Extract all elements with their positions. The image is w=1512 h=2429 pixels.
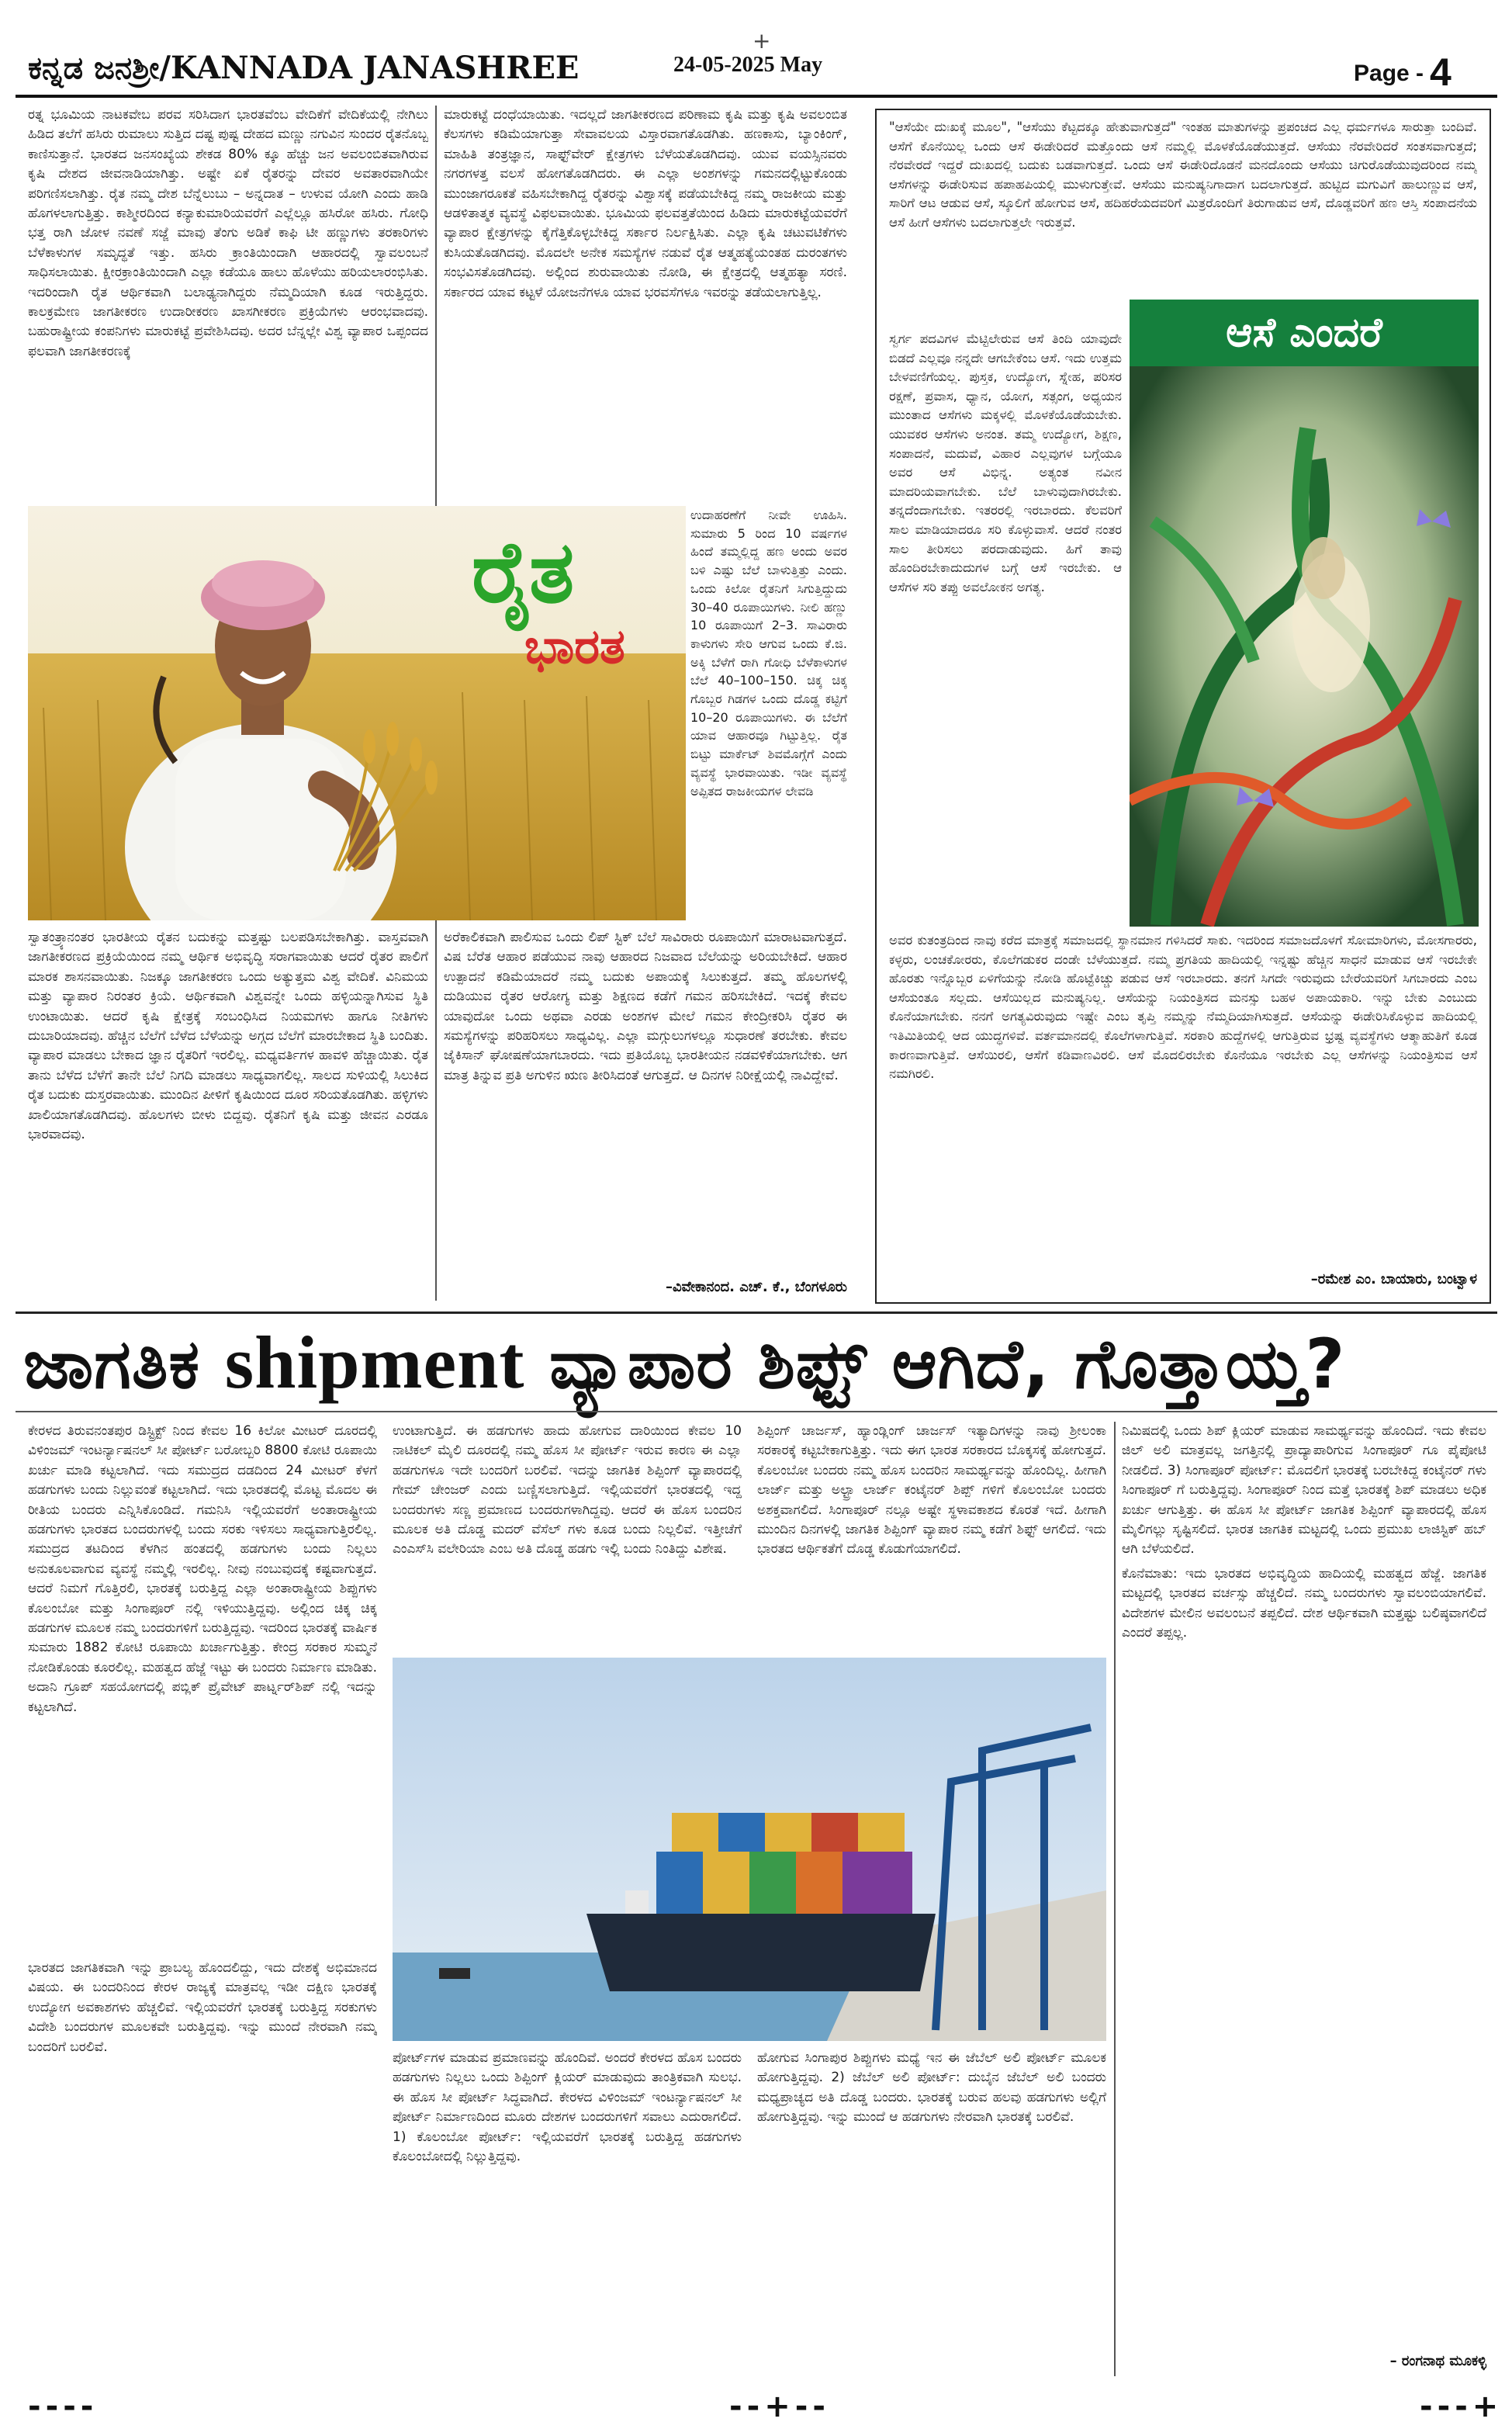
farmer-paragraph: ಮಾರುಕಟ್ಟೆ ದಂಧೆಯಾಯಿತು. ಇದಲ್ಲದೆ ಜಾಗತೀಕರಣದ ಪರಿಣಾಮ ಕೃಷಿ ಮತ್ತು ಕೃಷಿ ಅವಲಂಬಿತ ಕೆಲಸಗಳು ಕಡಿಮೆಯಾಗುತ್ತಾ ಸೇವಾವಲಯ ವಿಸ್ತಾರವಾಗತೊಡಗಿತು. ಹಣಕಾಸು, ಬ್ಯಾಂಕಿಂಗ್, ಮಾಹಿತಿ ತಂತ್ರಜ್ಞಾನ, ಸಾಫ್ಟ್‌ವೇರ್ ಕ್ಷೇತ್ರಗಳು ಬೆಳೆಯತೊಡಗಿದವು. ಯುವ ವಯಸ್ಸಿನವರು ನಗರಗಳತ್ತ ವಲಸೆ ಹೋಗತೊಡಗಿದರು. ಈ ಎಲ್ಲಾ ಅಂಶಗಳನ್ನು ಗಮನದಲ್ಲಿಟ್ಟುಕೊಂಡು ಮುಂಜಾಗರೂಕತೆ ವಹಿಸಬೇಕಾಗಿದ್ದ ರೈತರನ್ನು ವಿಶ್ವಾಸಕ್ಕೆ ಪಡೆಯಬೇಕಿದ್ದ ನಮ್ಮ ರಾಜಕೀಯ ಮತ್ತು ಆಡಳಿತಾತ್ಮಕ ವ್ಯವಸ್ಥೆ ವಿಫಲವಾಯಿತು. ಭೂಮಿಯ ಫಲವತ್ತತೆಯಿಂದ ಹಿಡಿದು ಮಾರುಕಟ್ಟೆಯವರೆಗೆ ವ್ಯಾಪಾರ ಕ್ಷೇತ್ರಗಳನ್ನು ಕೈಗೆತ್ತಿಕೊಳ್ಳಬೇಕಿದ್ದ ಸರ್ಕಾರ ನಿರ್ಲಕ್ಷಿಸಿತು. ಎಲ್ಲಾ ಕೃಷಿ ಚಟುವಟಿಕೆಗಳು ಕುಸಿಯತೊಡಗಿದವು. ಮೊದಲೇ ಅನೇಕ ಸಮಸ್ಯೆಗಳ ನಡುವೆ ರೈತ ಆತ್ಮಹತ್ಯೆಯಂತಹ ದುರಂತಗಳು ಸಂಭವಿಸತೊಡಗಿದವು. ಅಲ್ಲಿಂದ ಶುರುವಾಯಿತು ನೋಡಿ, ಈ ಕ್ಷೇತ್ರದಲ್ಲಿ ಆತ್ಮಹತ್ಯಾ ಸರಣಿ. ಸರ್ಕಾರದ ಯಾವ ಕಟ್ಟಳೆ ಯೋಜನೆಗಳೂ ಯಾವ ಭರವಸೆಗಳೂ ಇವರನ್ನು ತಡೆಯಲಾಗುತ್ತಿಲ್ಲ. xyxy=(444,107,847,300)
ship-paragraph: ಭಾರತದ ಜಾಗತಿಕವಾಗಿ ಇನ್ನು ಪ್ರಾಬಲ್ಯ ಹೊಂದಲಿದ್ದು, ಇದು ದೇಶಕ್ಕೆ ಅಭಿಮಾನದ ವಿಷಯ. ಈ ಬಂದರಿನಿಂದ ಕೇರಳ ರಾಜ್ಯಕ್ಕೆ ಮಾತ್ರವಲ್ಲ ಇಡೀ ದಕ್ಷಿಣ ಭಾರತಕ್ಕೆ ಉದ್ಯೋಗ ಅವಕಾಶಗಳು ಹೆಚ್ಚಲಿವೆ. ಇಲ್ಲಿಯವರೆಗೆ ಭಾರತಕ್ಕೆ ಬರುತ್ತಿದ್ದ ಸರಕುಗಳು ವಿದೇಶಿ ಬಂದರುಗಳ ಮೂಲಕವೇ ಬರುತ್ತಿದ್ದವು. ಇನ್ನು ಮುಂದೆ ನೇರವಾಗಿ ನಮ್ಮ ಬಂದರಿಗೆ ಬರಲಿವೆ. xyxy=(28,1960,377,2055)
ship-col4 xyxy=(1122,1422,1486,2345)
port-photo xyxy=(393,1658,1106,2041)
page-number: 4 xyxy=(1430,50,1451,94)
masthead-rule xyxy=(16,95,1497,98)
container-stack xyxy=(656,1813,912,1914)
aase-byline: –ರಮೇಶ ಎಂ. ಬಾಯಾರು, ಬಂಟ್ವಾಳ xyxy=(1310,1271,1477,1287)
aase-bottom-text xyxy=(889,931,1477,1257)
farmer-paragraph: ಅರೆಕಾಲಿಕವಾಗಿ ಪಾಲಿಸುವ ಒಂದು ಲಿಪ್ ಸ್ಟಿಕ್ ಬೆಲೆ ಸಾವಿರಾರು ರೂಪಾಯಿಗೆ ಮಾರಾಟವಾಗುತ್ತದೆ. ವಿಷ ಬೆರೆತ ಆಹಾರ ಪಡೆಯುವ ನಾವು ಆಹಾರದ ನಿಜವಾದ ಬೆಲೆಯನ್ನು ಅರಿಯಬೇಕಿದೆ. ಆಹಾರ ಉತ್ಪಾದನೆ ಕಡಿಮೆಯಾದರೆ ನಮ್ಮ ಬದುಕು ಅಪಾಯಕ್ಕೆ ಸಿಲುಕುತ್ತದೆ. ತಮ್ಮ ಹೊಲಗಳಲ್ಲಿ ದುಡಿಯುವ ರೈತರ ಆರೋಗ್ಯ ಮತ್ತು ಶಿಕ್ಷಣದ ಕಡೆಗೆ ಗಮನ ಹರಿಸಬೇಕಿದೆ. ಇದಕ್ಕೆ ಕೇವಲ ಯಾವುದೋ ಒಂದು ಅಥವಾ ಎರಡು ಅಂಶಗಳ ಮೇಲೆ ಗಮನ ಕೇಂದ್ರೀಕರಿಸಿ ರೈತರ ಈ ಸಮಸ್ಯೆಗಳನ್ನು ಪರಿಹರಿಸಲು ಸಾಧ್ಯವಿಲ್ಲ. ಎಲ್ಲಾ ಮಗ್ಗುಲುಗಳಲ್ಲೂ ಸುಧಾರಣೆ ತರಬೇಕು. ಕೇವಲ ಜೈಕಿಸಾನ್ ಘೋಷಣೆಯಾಗಬಾರದು. ಇದು ಪ್ರತಿಯೊಬ್ಬ ಭಾರತೀಯನ ನಡವಳಿಕೆಯಾಗಬೇಕು. ಆಗ ಮಾತ್ರ ತಿನ್ನುವ ಪ್ರತಿ ಅಗುಳಿನ ಋಣ ತೀರಿಸಿದಂತೆ ಆಗುತ್ತದೆ. ಆ ದಿನಗಳ ನಿರೀಕ್ಷೆಯಲ್ಲಿ ನಾವಿದ್ದೇವೆ. xyxy=(444,930,847,1083)
shipment-headline xyxy=(23,1319,1345,1405)
farmer-col2-bottom xyxy=(444,928,847,1271)
aase-paragraph: "ಆಸೆಯೇ ದುಃಖಕ್ಕೆ ಮೂಲ", "ಆಸೆಯು ಕೆಟ್ಟದಕ್ಕೂ ಹೇತುವಾಗುತ್ತದೆ" ಇಂತಹ ಮಾತುಗಳನ್ನು ಪ್ರಪಂಚದ ಎಲ್ಲ ಧರ್ಮಗಳೂ ಸಾರುತ್ತಾ ಬಂದಿವೆ. ಆಸೆಗೆ ಕೊನೆಯಿಲ್ಲ ಒಂದು ಆಸೆ ಈಡೇರಿದರೆ ಮತ್ತೊಂದು ಆಸೆ ನಮ್ಮಲ್ಲಿ ಮೊಳಕೆಯೊಡೆಯುತ್ತದೆ. ಆಸೆಯು ನೆರವೇರಿದರೆ ಸಂತಸವಾಗುತ್ತದೆ; ನೆರವೇರದೆ ಇದ್ದರೆ ದುಃಖದಲ್ಲಿ ಬದುಕು ಬಡವಾಗುತ್ತದೆ. ಒಂದು ಆಸೆ ಈಡೇರಿದೊಡನೆ ಮನದೊಂದು ಆಸೆಯು ಚಿಗುರೊಡೆಯುವುದರಿಂದ ನಮ್ಮ ಆಸೆಗಳನ್ನು ಈಡೇರಿಸುವ ಹಪಾಹಪಿಯಲ್ಲಿ ಮುಳುಗುತ್ತೇವೆ. ಆಸೆಯು ಮನುಷ್ಯನಿಗಾದಾಗ ಬದಲಾಗುತ್ತದೆ. ಹುಟ್ಟಿದ ಮಗುವಿಗೆ ಹಾಲುಣ್ಣುವ ಆಸೆ, ಸಾರಿಗೆ ಆಟ ಆಡುವ ಆಸೆ, ಸ್ಕೂಲಿಗೆ ಹೋಗುವ ಆಸೆ, ಹದಿಹರೆಯದವರಿಗೆ ಮಿತ್ರರೊಂದಿಗೆ ತಿರುಗಾಡುವ ಆಸೆ, ದೊಡ್ಡವರಿಗೆ ಹಣ ಆಸ್ತಿ ಸಂಪಾದನೆಯ ಆಸೆ ಹೀಗೆ ಆಸೆಗಳು ಬದಲಾಗುತ್ತಲೇ ಇರುತ್ತವೆ. xyxy=(889,120,1477,230)
port-illustration xyxy=(393,1658,1106,2041)
aase-paragraph: ಸ್ವರ್ಗ ಪದವಿಗಳ ಮೆಟ್ಟಿಲೇರುವ ಆಸೆ ತಿಂದಿ ಯಾವುದೇ ಬಿಡದೆ ಎಲ್ಲವೂ ನನ್ನದೇ ಆಗಬೇಕೆಂಬ ಆಸೆ. ಇದು ಉತ್ತಮ ಬೇಳವಣಿಗೆಯಲ್ಲ. ಪುಸ್ತಕ, ಉದ್ಯೋಗ, ಸ್ನೇಹ, ಪರಿಸರ ರಕ್ಷಣೆ, ಪ್ರವಾಸ, ಧ್ಯಾನ, ಯೋಗ, ಸತ್ಸಂಗ, ಅಧ್ಯಯನ ಮುಂತಾದ ಆಸೆಗಳು ಮಕ್ಕಳಲ್ಲಿ ಮೊಳಕೆಯೊಡೆಯಬೇಕು. ಯುವಕರ ಆಸೆಗಳು ಅನಂತ. ತಮ್ಮ ಉದ್ಯೋಗ, ಶಿಕ್ಷಣ, ಸಂಪಾದನೆ, ಮದುವೆ, ವಿಹಾರ ಎಲ್ಲವುಗಳ ಬಗ್ಗೆಯೂ ಅವರ ಆಸೆ ವಿಭಿನ್ನ. ಅತ್ಯಂತ ನವೀನ ಮಾದರಿಯವಾಗಬೇಕು. ಬೆಲೆ ಬಾಳುವುದಾಗಿರಬೇಕು. ತನ್ನದೆಂದಾಗಬೇಕು. ಇತರರಲ್ಲಿ ಇರಬಾರದು. ಕೆಲವರಿಗೆ ಸಾಲ ಮಾಡಿಯಾದರೂ ಸರಿ ಕೊಳ್ಳುವಾಸೆ. ಆದರೆ ನಂತರ ಸಾಲ ತೀರಿಸಲು ಪರದಾಡುವುದು. ಹಿಗೆ ತಾವು ಹೊಂದಿರಬೇಕಾದುದುಗಳ ಬಗ್ಗೆ ಆಸೆ ಇರಬೇಕು. ಆ ಆಸೆಗಳ ಸರಿ ತಪ್ಪು ಅವಲೋಕನ ಅಗತ್ಯ. xyxy=(889,331,1122,594)
farmer-photo xyxy=(28,506,686,920)
ship-col2-top xyxy=(393,1422,742,1655)
ship-col3-top xyxy=(757,1422,1106,1655)
page-label: Page - xyxy=(1354,61,1424,86)
ship-paragraph: ಪೋರ್ಟ್‌ಗಳ ಮಾಡುವ ಪ್ರಮಾಣವನ್ನು ಹೊಂದಿವೆ. ಅಂದರೆ ಕೇರಳದ ಹೊಸ ಬಂದರು ಹಡಗುಗಳು ನಿಲ್ಲಲು ಒಂದು ಶಿಪ್ಪಿಂಗ್ ಕ್ಲಿಯರ್ ಮಾಡುವುದು ತಾಂತ್ರಿಕವಾಗಿ ಸುಲಭ. ಈ ಹೊಸ ಸೀ ಪೋರ್ಟ್ ಸಿದ್ಧವಾಗಿದೆ. ಕೇರಳದ ವಿಳಿಂಜಮ್ ಇಂಟರ್ನ್ಯಾಷನಲ್ ಸೀ ಪೋರ್ಟ್ ನಿರ್ಮಾಣದಿಂದ ಮೂರು ದೇಶಗಳ ಬಂದರುಗಳಿಗೆ ಸವಾಲು ಎದುರಾಗಲಿದೆ. 1) ಕೊಲಂಬೋ ಪೋರ್ಟ್: ಇಲ್ಲಿಯವರೆಗೆ ಭಾರತಕ್ಕೆ ಬರುತ್ತಿದ್ದ ಹಡಗುಗಳು ಕೊಲಂಬೋದಲ್ಲಿ ನಿಲ್ಲುತ್ತಿದ್ದವು. xyxy=(393,2050,742,2165)
ship-byline: – ರಂಗನಾಥ ಮೂಕಳ್ಳಿ xyxy=(1389,2353,1486,2369)
farmer-col1-bottom xyxy=(28,928,428,1302)
issue-date: 24-05-2025 May xyxy=(673,53,823,77)
image-subtitle: ಭಾರತ xyxy=(524,618,625,674)
ship-col1-top xyxy=(28,1422,377,1949)
ship-paragraph: ಹೋಗುವ ಸಿಂಗಾಪುರ ಶಿಪ್ಪುಗಳು ಮಧ್ಯೆ ಇನ ಈ ಜೆಬೆಲ್ ಅಲಿ ಪೋರ್ಟ್ ಮೂಲಕ ಹೋಗುತ್ತಿದ್ದವು. 2) ಜೆಬೆಲ್ ಅಲಿ ಪೋರ್ಟ್: ದುಬೈನ ಜೆಬೆಲ್ ಅಲಿ ಬಂದರು ಮಧ್ಯಪ್ರಾಚ್ಯದ ಅತಿ ದೊಡ್ಡ ಬಂದರು. ಭಾರತಕ್ಕೆ ಬರುವ ಹಲವು ಹಡಗುಗಳು ಅಲ್ಲಿಗೆ ಹೋಗುತ್ತಿದ್ದವು. ಇನ್ನು ಮುಂದೆ ಆ ಹಡಗುಗಳು ನೇರವಾಗಿ ಭಾರತಕ್ಕೆ ಬರಲಿವೆ. xyxy=(757,2050,1106,2126)
ship-paragraph: ಕೇರಳದ ತಿರುವನಂತಪುರ ಡಿಸ್ಟ್ರಿಕ್ಟ್ ನಿಂದ ಕೇವಲ 16 ಕಿಲೋ ಮೀಟರ್ ದೂರದಲ್ಲಿ ವಿಳಿಂಜಮ್ ಇಂಟರ್ನ್ಯಾಷನಲ್ ಸೀ ಪೋರ್ಟ್ ಬರೋಬ್ಬರಿ 8800 ಕೋಟಿ ರೂಪಾಯಿ ಖರ್ಚು ಮಾಡಿ ಕಟ್ಟಲಾಗಿದೆ. ಇದು ಸಮುದ್ರದ ದಡದಿಂದ 24 ಮೀಟರ್ ಕೆಳಗೆ ಹಡಗುಗಳು ಬಂದು ನಿಲ್ಲುವಂತೆ ಕಟ್ಟಲಾಗಿದೆ. ಇದು ಭಾರತದಲ್ಲಿ ಮೊಟ್ಟ ಮೊದಲ ಈ ರೀತಿಯ ಬಂದರು ಎನ್ನಿಸಿಕೊಂಡಿದೆ. ಗಮನಿಸಿ ಇಲ್ಲಿಯವರೆಗೆ ಅಂತಾರಾಷ್ಟ್ರೀಯ ಹಡಗುಗಳು ಭಾರತದ ಬಂದರುಗಳಲ್ಲಿ ಬಂದು ಸರಕು ಇಳಿಸಲು ಸಾಧ್ಯವಾಗುತ್ತಿರಲಿಲ್ಲ. ಸಮುದ್ರದ ತಟದಿಂದ ಕೆಳಗಿನ ಹಂತದಲ್ಲಿ ಹಡಗುಗಳು ಬಂದು ನಿಲ್ಲಲು ಅನುಕೂಲವಾಗುವ ವ್ಯವಸ್ಥೆ ನಮ್ಮಲ್ಲಿ ಇರಲಿಲ್ಲ. ನೀವು ನಂಬುವುದಕ್ಕೆ ಕಷ್ಟವಾಗುತ್ತದೆ. ಆದರೆ ನಿಮಗೆ ಗೊತ್ತಿರಲಿ, ಭಾರತಕ್ಕೆ ಬರುತ್ತಿದ್ದ ಎಲ್ಲಾ ಅಂತಾರಾಷ್ಟ್ರೀಯ ಶಿಪ್ಪುಗಳು ಕೊಲಂಬೋ ಮತ್ತು ಸಿಂಗಾಪೂರ್ ನಲ್ಲಿ ಇಳಿಯುತ್ತಿದ್ದವು. ಅಲ್ಲಿಂದ ಚಿಕ್ಕ ಚಿಕ್ಕ ಹಡಗುಗಳ ಮೂಲಕ ನಮ್ಮ ಬಂದರುಗಳಿಗೆ ಬರುತ್ತಿದ್ದವು. ಇದರಿಂದ ಭಾರತಕ್ಕೆ ವಾರ್ಷಿಕ ಸುಮಾರು 1882 ಕೋಟಿ ರೂಪಾಯಿ ಖರ್ಚಾಗುತ್ತಿತ್ತು. ಕೇಂದ್ರ ಸರಕಾರ ಸುಮ್ಮನೆ ನೋಡಿಕೊಂಡು ಕೂರಲಿಲ್ಲ. ಮಹತ್ವದ ಹೆಜ್ಜೆ ಇಟ್ಟು ಈ ಬಂದರು ನಿರ್ಮಾಣ ಮಾಡಿತು. ಅದಾನಿ ಗ್ರೂಪ್ ಸಹಯೋಗದಲ್ಲಿ ಪಬ್ಲಿಕ್ ಪ್ರೈವೇಟ್ ಪಾರ್ಟ್ನರ್‌ಶಿಪ್ ನಲ್ಲಿ ಇದನ್ನು ಕಟ್ಟಲಾಗಿದೆ. xyxy=(28,1423,377,1715)
footer-dash-right: ---+ xyxy=(1420,2389,1503,2424)
farmer-paragraph: ಸ್ವಾತಂತ್ರ್ಯಾನಂತರ ಭಾರತೀಯ ರೈತನ ಬದುಕನ್ನು ಮತ್ತಷ್ಟು ಬಲಪಡಿಸಬೇಕಾಗಿತ್ತು. ವಾಸ್ತವವಾಗಿ ಜಾಗತೀಕರಣದ ಪ್ರಕ್ರಿಯೆಯಿಂದ ನಮ್ಮ ಆರ್ಥಿಕ ಅಭಿವೃದ್ಧಿ ಸರಾಗವಾಯಿತು ಆದರೆ ರೈತರ ಪಾಲಿಗೆ ಮಾರಕ ಶಾಸನವಾಯಿತು. ನಿಜಕ್ಕೂ ಜಾಗತೀಕರಣ ಒಂದು ಅತ್ಯುತ್ತಮ ವಿಶ್ವ ವೇದಿಕೆ. ವಿನಿಮಯ ಮತ್ತು ವ್ಯಾಪಾರ ನಿರಂತರ ಕ್ರಿಯೆ. ಆರ್ಥಿಕವಾಗಿ ವಿಶ್ವವನ್ನೇ ಒಂದು ಹಳ್ಳಿಯನ್ನಾಗಿಸುವ ಸ್ಥಿತಿ ಉಂಟಾಯಿತು. ಆದರೆ ಕೃಷಿ ಕ್ಷೇತ್ರಕ್ಕೆ ಸಂಬಂಧಿಸಿದ ನಿಯಮಗಳು ಹಾಗೂ ನೀತಿಗಳು ದುಬಾರಿಯಾದವು. ಹೆಚ್ಚಿನ ಬೆಲೆಗೆ ಬೆಳೆದ ಬೆಳೆಯನ್ನು ಅಗ್ಗದ ಬೆಲೆಗೆ ಮಾರಬೇಕಾದ ಸ್ಥಿತಿ ಬಂದಿತು. ವ್ಯಾಪಾರ ಮಾಡಲು ಬೇಕಾದ ಜ್ಞಾನ ರೈತರಿಗೆ ಇರಲಿಲ್ಲ. ಮಧ್ಯವರ್ತಿಗಳ ಹಾವಳಿ ಹೆಚ್ಚಾಯಿತು. ರೈತ ತಾನು ಬೆಳೆದ ಬೆಳೆಗೆ ತಾನೇ ಬೆಲೆ ನಿಗದಿ ಮಾಡಲು ಸಾಧ್ಯವಾಗಲಿಲ್ಲ. ಸಾಲದ ಸುಳಿಯಲ್ಲಿ ಸಿಲುಕಿದ ರೈತ ಬದುಕು ದುಸ್ತರವಾಯಿತು. ಮುಂದಿನ ಪೀಳಿಗೆ ಕೃಷಿಯಿಂದ ದೂರ ಸರಿಯತೊಡಗಿತು. ಹಳ್ಳಿಗಳು ಖಾಲಿಯಾಗತೊಡಗಿದವು. ಹೊಲಗಳು ಬೀಳು ಬಿದ್ದವು. ರೈತನಿಗೆ ಕೃಷಿ ಮತ್ತು ಜೀವನ ಎರಡೂ ಭಾರವಾದವು. xyxy=(28,930,428,1143)
farmer-byline: –ವಿವೇಕಾನಂದ. ಎಚ್. ಕೆ., ಬೆಂಗಳೂರು xyxy=(665,1279,847,1295)
footer-dash-left: ---- xyxy=(28,2389,99,2424)
aase-paragraph: ಅವರ ಕುತಂತ್ರದಿಂದ ನಾವು ಕರೆದ ಮಾತ್ರಕ್ಕೆ ಸಮಾಜದಲ್ಲಿ ಸ್ಥಾನಮಾನ ಗಳಿಸಿದರೆ ಸಾಕು. ಇದರಿಂದ ಸಮಾಜದೊಳಗೆ ಸೋಮಾರಿಗಳು, ಮೋಸಗಾರರು, ಕಳ್ಳರು, ಲಂಚಕೋರರು, ಕೊಲೆಗಡುಕರ ದಂಡೇ ಬೆಳೆಯುತ್ತದೆ. ನಮ್ಮ ಪ್ರಗತಿಯ ಹಾದಿಯಲ್ಲಿ ಇನ್ನಷ್ಟು ಹೆಚ್ಚಿನ ಸಾಧನೆ ಮಾಡುವ ಆಸೆ ಇರಬೇಕೇ ಹೊರತು ಇನ್ನೊಬ್ಬರ ಏಳಿಗೆಯನ್ನು ನೋಡಿ ಹೊಟ್ಟೆಕಿಚ್ಚು ಪಡುವ ಆಸೆ ಇರಬಾರದು. ತನಗೆ ಸಿಗದೇ ಇರುವುದು ಬೇರೆಯವರಿಗೆ ಸಿಗಬಾರದು ಎಂಬ ಆಸೆಯಂತೂ ಸಲ್ಲದು. ಆಸೆಯಿಲ್ಲದ ಮನುಷ್ಯನಿಲ್ಲ. ಆಸೆಯನ್ನು ನಿಯಂತ್ರಿಸದ ಮನಸ್ಸು ಬಹಳ ಅಪಾಯಕಾರಿ. ಇನ್ನು ಬೇಕು ಎಂಬುದು ಕೊನೆಯಾಗಬೇಕು. ನನಗೆ ಅಗತ್ಯವಿರುವುದು ಇಷ್ಟೇ ಎಂಬ ತೃಪ್ತಿ ನಮ್ಮನ್ನು ನೆಮ್ಮದಿಯಾಗಿಸುತ್ತದೆ. ಆಸೆಯನ್ನು ಈಡೇರಿಸಿಕೊಳ್ಳುವ ಹಾದಿಯಲ್ಲಿ ಇತಿಮಿತಿಯಲ್ಲಿ ಆದ ಯುದ್ಧಗಳಿವೆ. ವರ್ತಮಾನದಲ್ಲಿ ಕೊಲೆಗಳಾಗುತ್ತಿವೆ. ಸರಕಾರಿ ಹುದ್ದೆಗಳಲ್ಲಿ ಆಗುತ್ತಿರುವ ಭ್ರಷ್ಟ ವ್ಯವಸ್ಥೆಗಳು ಆತ್ಮಾಹುತಿಗೆ ಕೂಡ ಕಾರಣವಾಗುತ್ತಿವೆ. ಆಸೆಯಿರಲಿ, ಆಸೆಗೆ ಕಡಿವಾಣವಿರಲಿ. ಆಸೆ ಮೊದಲಿರಬೇಕು ಕೊನೆಯೂ ಇರಬೇಕು ಎಲ್ಲ ಆಸೆಗಳನ್ನು ನಿಯಂತ್ರಿಸುವ ಆಸೆ ನಮಗಿರಲಿ. xyxy=(889,933,1477,1082)
farmer-paragraph: ರತ್ನ ಭೂಮಿಯ ನಾಟಕವೇಬ ಪರವ ಸರಿಸಿದಾಗ ಭಾರತವೆಂಬ ವೇದಿಕೆಗೆ ವೇದಿಕೆಯಲ್ಲಿ ನೇಗಿಲು ಹಿಡಿದ ತಲೆಗೆ ಹಸಿರು ರುಮಾಲು ಸುತ್ತಿದ ದಷ್ಟ ಪುಷ್ಟ ದೇಹದ ಮಣ್ಣು ನಗುವಿನ ಸುಂದರ ರೈತನೊಬ್ಬ ಕಾಣಿಸುತ್ತಾನೆ. ಭಾರತದ ಜನಸಂಖ್ಯೆಯ ಶೇಕಡ 80% ಕ್ಕೂ ಹೆಚ್ಚು ಜನ ಅವಲಂಬಿತವಾಗಿರುವ ಕೃಷಿ ದೇಶದ ಜೀವನಾಡಿಯಾಗಿತ್ತು. ಅಷ್ಟೇ ಏಕೆ ರೈತರನ್ನು ದೇವರ ಅವತಾರವಾಗಿಯೇ ಪರಿಗಣಿಸಲಾಗಿತ್ತು. ರೈತ ನಮ್ಮ ದೇಶ ಬೆನ್ನೆಲುಬು – ಅನ್ನದಾತ – ಉಳುವ ಯೋಗಿ ಎಂದು ಹಾಡಿ ಹೊಗಳಲಾಗುತ್ತಿತ್ತು. ಕಾಶ್ಮೀರದಿಂದ ಕನ್ಯಾಕುಮಾರಿಯವರೆಗೆ ಎಲ್ಲೆಲ್ಲೂ ಹಸಿರೋ ಹಸಿರು. ಗೋಧಿ ಭತ್ತ ರಾಗಿ ಜೋಳ ನವಣೆ ಸಜ್ಜೆ ಮಾವು ತೆಂಗು ಅಡಿಕೆ ಕಾಫಿ ಟೀ ಹಣ್ಣುಗಳು ತರಕಾರಿಗಳು ಬೆಳೆಕಾಳುಗಳ ಸಮೃದ್ಧತೆ ಇತ್ತು. ಹಸಿರು ಕ್ರಾಂತಿಯಿಂದಾಗಿ ಆಹಾರದಲ್ಲಿ ಸ್ವಾವಲಂಬನೆ ಸಾಧಿಸಲಾಯಿತು. ಕ್ಷೀರಕ್ರಾಂತಿಯಿಂದಾಗಿ ಎಲ್ಲಾ ಕಡೆಯೂ ಹಾಲು ಹೊಳೆಯು ಹರಿಯಲಾರಂಭಿಸಿತು. ಇದರಿಂದಾಗಿ ರೈತ ಆರ್ಥಿಕವಾಗಿ ಬಲಾಢ್ಯನಾಗಿದ್ದರು ನೆಮ್ಮದಿಯಾಗಿ ಕೂಡ ಇರುತ್ತಿದ್ದರು. ಕಾಲಕ್ರಮೇಣ ಜಾಗತೀಕರಣ ಉದಾರೀಕರಣ ಖಾಸಗೀಕರಣ ಪ್ರಕ್ರಿಯೆಗಳು ಆರಂಭವಾದವು. ಬಹುರಾಷ್ಟ್ರೀಯ ಕಂಪನಿಗಳು ಮಾರುಕಟ್ಟೆ ಪ್ರವೇಶಿಸಿದವು. ಅದರ ಬೆನ್ನಲ್ಲೇ ವಿಶ್ವ ವ್ಯಾಪಾರ ಒಪ್ಪಂದದ ಫಲವಾಗಿ ಜಾಗತೀಕರಣಕ್ಕೆ xyxy=(28,107,428,359)
farmer-paragraph: ಉದಾಹರಣೆಗೆ ನೀವೇ ಊಹಿಸಿ. ಸುಮಾರು 5 ರಿಂದ 10 ವರ್ಷಗಳ ಹಿಂದೆ ತಮ್ಮಲ್ಲಿದ್ದ ಹಣ ಅಂದು ಅವರ ಬಳಿ ಎಷ್ಟು ಬೆಲೆ ಬಾಳುತ್ತಿತ್ತು ಎಂದು. ಒಂದು ಕಿಲೋ ರೈತನಿಗೆ ಸಿಗುತ್ತಿದ್ದುದು 30–40 ರೂಪಾಯಿಗಳು. ನೀಲಿ ಹಣ್ಣು 10 ರೂಪಾಯಿಗೆ 2–3. ಸಾವಿರಾರು ಕಾಳುಗಳು ಸೇರಿ ಆಗುವ ಒಂದು ಕೆ.ಜಿ. ಅಕ್ಕಿ ಬೆಳೆಗೆ ರಾಗಿ ಗೋಧಿ ಬೆಳೆಕಾಳುಗಳ ಬೆಲೆ 40–100–150. ಚಿಕ್ಕ ಚಿಕ್ಕ ಗೊಬ್ಬರ ಗಿಡಗಳ ಒಂದು ದೊಡ್ಡ ಕಟ್ಟಿಗೆ 10–20 ರೂಪಾಯಿಗಳು. ಈ ಬೆಲೆಗೆ ಯಾವ ಆಹಾರವೂ ಗಿಟ್ಟುತ್ತಿಲ್ಲ. ರೈತ ಬಿಟ್ಟು ಮಾರ್ಕೆಟ್ ಶಿವಮೊಗ್ಗೆಗೆ ಎಂದು ವ್ಯವಸ್ಥೆ ಭಾರವಾಯಿತು. ಇಡೀ ವ್ಯವಸ್ಥೆ ಅಪ್ಪಿತದ ರಾಜಕೀಯಗಳ ಲೇವಡಿ xyxy=(690,508,847,799)
paper-name: ಕನ್ನಡ ಜನಶ್ರೀ/KANNADA JANASHREE xyxy=(28,50,580,86)
farmer-col2-mid xyxy=(690,506,847,920)
farmer-col1-top xyxy=(28,106,428,505)
ship-paragraph: ಕೊನೆಮಾತು: ಇದು ಭಾರತದ ಅಭಿವೃದ್ಧಿಯ ಹಾದಿಯಲ್ಲಿ ಮಹತ್ವದ ಹೆಜ್ಜೆ. ಜಾಗತಿಕ ಮಟ್ಟದಲ್ಲಿ ಭಾರತದ ವರ್ಚಸ್ಸು ಹೆಚ್ಚಲಿದೆ. ನಮ್ಮ ಬಂದರುಗಳು ಸ್ವಾವಲಂಬಿಯಾಗಲಿವೆ. ವಿದೇಶಗಳ ಮೇಲಿನ ಅವಲಂಬನೆ ತಪ್ಪಲಿದೆ. ದೇಶ ಆರ್ಥಿಕವಾಗಿ ಮತ್ತಷ್ಟು ಬಲಿಷ್ಠವಾಗಲಿದೆ ಎಂದರೆ ತಪ್ಪಲ್ಲ. xyxy=(1122,1565,1486,1641)
ship-col1-bottom xyxy=(28,1959,377,2323)
farmer-illustration xyxy=(28,506,686,920)
headline-part-1: ಜಾಗತಿಕ xyxy=(23,1324,201,1404)
painting-illustration xyxy=(1130,366,1479,927)
aase-side-text xyxy=(889,330,1122,939)
headline-part-2: ವ್ಯಾಪಾರ ಶಿಫ್ಟ್ ಆಗಿದೆ, ಗೊತ್ತಾಯ್ತ? xyxy=(549,1324,1346,1404)
ship-col3-bottom xyxy=(757,2049,1106,2359)
headline-english-word: shipment xyxy=(224,1321,525,1404)
headline-rule xyxy=(16,1411,1497,1412)
ship-paragraph: ಉಂಟಾಗುತ್ತಿದೆ. ಈ ಹಡಗುಗಳು ಹಾದು ಹೋಗುವ ದಾರಿಯಿಂದ ಕೇವಲ 10 ನಾಟಿಕಲ್ ಮೈಲಿ ದೂರದಲ್ಲಿ ನಮ್ಮ ಹೊಸ ಸೀ ಪೋರ್ಟ್ ಇರುವ ಕಾರಣ ಈ ಎಲ್ಲಾ ಹಡಗುಗಳೂ ಇದೇ ಬಂದರಿಗೆ ಬರಲಿವೆ. ಇದನ್ನು ಜಾಗತಿಕ ಶಿಪ್ಪಿಂಗ್ ವ್ಯಾಪಾರದಲ್ಲಿ ಗೇಮ್ ಚೇಂಜರ್ ಎಂದು ಬಣ್ಣಿಸಲಾಗುತ್ತಿದೆ. ಇಲ್ಲಿಯವರೆಗೆ ಭಾರತದಲ್ಲಿ ಇದ್ದ ಬಂದರುಗಳು ಸಣ್ಣ ಪ್ರಮಾಣದ ಬಂದರುಗಳಾಗಿದ್ದವು. ಆದರೆ ಈ ಹೊಸ ಬಂದರಿನ ಮೂಲಕ ಅತಿ ದೊಡ್ಡ ಮದರ್ ವೆಸೆಲ್ ಗಳು ಕೂಡ ಬಂದು ನಿಲ್ಲಲಿವೆ. ಇತ್ತೀಚೆಗೆ ಎಂಎಸ್‌ಸಿ ವಲೇರಿಯಾ ಎಂಬ ಅತಿ ದೊಡ್ಡ ಹಡಗು ಇಲ್ಲಿ ಬಂದು ನಿಂತಿದ್ದು ವಿಶೇಷ. xyxy=(393,1423,742,1558)
crop-mark: + xyxy=(753,28,771,54)
ship-paragraph: ನಿಮಿಷದಲ್ಲಿ ಒಂದು ಶಿಪ್ ಕ್ಲಿಯರ್ ಮಾಡುವ ಸಾಮರ್ಥ್ಯವನ್ನು ಹೊಂದಿದೆ. ಇದು ಕೇವಲ ಜಿಲ್ ಅಲಿ ಮಾತ್ರವಲ್ಲ ಜಗತ್ತಿನಲ್ಲಿ ಪ್ರಾದ್ಯಾಪಾರಿಗುವ ಸಿಂಗಾಪೂರ್ ಗೂ ಪೈಪೋಟಿ ನೀಡಲಿದೆ. 3) ಸಿಂಗಾಪೂರ್ ಪೋರ್ಟ್: ಮೊದಲಿಗೆ ಭಾರತಕ್ಕೆ ಬರಬೇಕಿದ್ದ ಕಂಟೈನರ್ ಗಳು ಸಿಂಗಾಪೂರ್ ಗೆ ಬರುತ್ತಿದ್ದವು. ಸಿಂಗಾಪೂರ್ ನಿಂದ ಮತ್ತೆ ಭಾರತಕ್ಕೆ ಶಿಪ್ ಮಾಡಲು ಅಧಿಕ ಖರ್ಚು ಆಗುತ್ತಿತ್ತು. ಈ ಹೊಸ ಸೀ ಪೋರ್ಟ್ ಜಾಗತಿಕ ಶಿಪ್ಪಿಂಗ್ ವ್ಯಾಪಾರದಲ್ಲಿ ಹೊಸ ಮೈಲಿಗಲ್ಲು ಸೃಷ್ಟಿಸಲಿದೆ. ಭಾರತ ಜಾಗತಿಕ ಮಟ್ಟದಲ್ಲಿ ಒಂದು ಪ್ರಮುಖ ಲಾಜಿಸ್ಟಿಕ್ ಹಬ್ ಆಗಿ ಬೆಳೆಯಲಿದೆ. xyxy=(1122,1423,1486,1558)
aase-banner: ಆಸೆ ಎಂದರೆ xyxy=(1130,300,1479,366)
footer-dash-center: --+-- xyxy=(729,2389,830,2424)
farmer-col2-top xyxy=(444,106,847,505)
column-divider xyxy=(1114,1422,1116,2376)
ship-col2-bottom xyxy=(393,2049,742,2359)
section-rule xyxy=(16,1312,1497,1314)
ship-paragraph: ಶಿಪ್ಪಿಂಗ್ ಚಾರ್ಜಸ್, ಹ್ಯಾಂಡ್ಲಿಂಗ್ ಚಾರ್ಜಸ್ ಇತ್ಯಾದಿಗಳನ್ನು ನಾವು ಶ್ರೀಲಂಕಾ ಸರಕಾರಕ್ಕೆ ಕಟ್ಟಬೇಕಾಗುತ್ತಿತ್ತು. ಇದು ಈಗ ಭಾರತ ಸರಕಾರದ ಬೊಕ್ಕಸಕ್ಕೆ ಹೋಗುತ್ತದೆ. ಕೊಲಂಬೋ ಬಂದರು ನಮ್ಮ ಹೊಸ ಬಂದರಿನ ಸಾಮರ್ಥ್ಯವನ್ನು ಹೊಂದಿಲ್ಲ. ಹೀಗಾಗಿ ಲಾರ್ಜ್ ಮತ್ತು ಅಲ್ಟ್ರಾ ಲಾರ್ಜ್ ಕಂಟೈನರ್ ಶಿಪ್ಪ್ ಗಳಿಗೆ ಕೊಲಂಬೋ ಬಂದರು ಅಶಕ್ತವಾಗಲಿದೆ. ಸಿಂಗಾಪೂರ್ ನಲ್ಲೂ ಅಷ್ಟೇ ಸ್ಥಳಾವಕಾಶದ ಕೊರತೆ ಇದೆ. ಹೀಗಾಗಿ ಮುಂದಿನ ದಿನಗಳಲ್ಲಿ ಜಾಗತಿಕ ಶಿಪ್ಪಿಂಗ್ ವ್ಯಾಪಾರ ನಮ್ಮ ಕಡೆಗೆ ಶಿಫ್ಟ್ ಆಗಲಿದೆ. ಇದು ಭಾರತದ ಆರ್ಥಿಕತೆಗೆ ದೊಡ್ಡ ಕೊಡುಗೆಯಾಗಲಿದೆ. xyxy=(757,1423,1106,1558)
page-indicator xyxy=(1354,50,1451,95)
aase-top-text xyxy=(889,118,1477,324)
image-title: ರೈತ xyxy=(472,522,575,622)
aase-painting xyxy=(1130,300,1479,927)
